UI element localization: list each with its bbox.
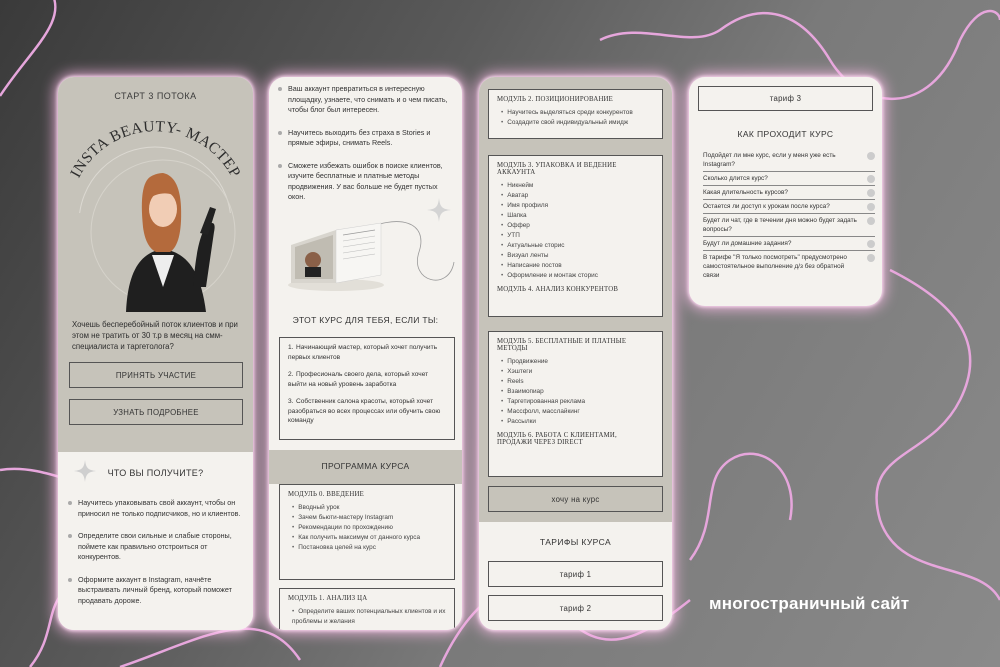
list-item: Определите свои сильные и слабые стороны, поймете как правильно отстроиться от конкурентов. <box>78 531 243 563</box>
list-item: • УТП <box>501 231 654 241</box>
list-item: • Взаимопиар <box>501 387 654 397</box>
expand-icon <box>867 203 875 211</box>
module-1-list <box>288 607 446 627</box>
list-item: • Зачем бьюти-мастеру Instagram <box>292 513 446 523</box>
list-item: • Таргетированная реклама <box>501 397 654 407</box>
faq-list <box>703 149 875 282</box>
faq-item[interactable]: Будет ли чат, где в течении дня можно будет задать вопросы? <box>703 214 875 237</box>
site-caption: многостраничный сайт <box>709 594 910 613</box>
module-4-title: МОДУЛЬ 4. АНАЛИЗ КОНКУРЕНТОВ <box>497 286 619 293</box>
hero-description: Хочешь бесперебойный поток клиентов и при этом не тратить от 30 т.р в месяц на смм-специалиста и таргетолога? <box>72 320 238 351</box>
expand-icon <box>867 254 875 262</box>
want-course-button[interactable]: хочу на курс <box>488 486 663 512</box>
expand-icon <box>867 217 875 225</box>
list-item: • Reels <box>501 377 654 387</box>
list-item: 2. Професиональ своего дела, который хочет выйти на новый уровень заработка <box>288 371 429 388</box>
tariff-2-button[interactable]: тариф 2 <box>488 595 663 621</box>
list-item: • Актуальные сторис <box>501 241 654 251</box>
module-0-box <box>279 484 455 580</box>
list-item: • Вводный урок <box>292 503 446 513</box>
for-you-list <box>288 343 446 426</box>
gains-section <box>58 452 253 630</box>
list-item: • Продвижение <box>501 357 654 367</box>
list-item: Оформите аккаунт в Instagram, начнёте выстраивать личный бренд, который поможет продавать дороже. <box>78 575 243 607</box>
start-label: СТАРТ 3 ПОТОКА <box>114 91 197 101</box>
list-item: • Аватар <box>501 191 654 201</box>
panel-faq <box>689 77 882 306</box>
svg-text:INSTA BEAUTY- МАСТЕР: INSTA BEAUTY- МАСТЕР <box>67 118 244 181</box>
portrait-photo <box>88 137 238 312</box>
modules-section <box>479 77 672 522</box>
list-item: Научитесь упаковывать свой аккаунт, чтобы он приносил не только подписчиков, но и клиентов. <box>78 498 243 519</box>
module-3-list <box>497 181 654 281</box>
module-5-list <box>497 357 654 427</box>
list-item: • Хэштеги <box>501 367 654 377</box>
list-item: • Оффер <box>501 221 654 231</box>
list-item: • Постановка целей на курс <box>292 543 446 553</box>
module-1-box <box>279 588 455 630</box>
tariff-1-button[interactable]: тариф 1 <box>488 561 663 587</box>
module-title: МОДУЛЬ 0. ВВЕДЕНИЕ <box>288 491 364 498</box>
module-title: МОДУЛЬ 2. ПОЗИЦИОНИРОВАНИЕ <box>497 96 614 103</box>
module-title: МОДУЛЬ 3. УПАКОВКА И ВЕДЕНИЕ АККАУНТА <box>497 162 617 176</box>
learn-more-button[interactable]: УЗНАТЬ ПОДРОБНЕЕ <box>69 399 243 425</box>
list-item: Научитесь выходить без страха в Stories и прямые эфиры, снимать Reels. <box>288 128 453 149</box>
gains-title: ЧТО ВЫ ПОЛУЧИТЕ? <box>107 468 204 478</box>
panel-program <box>269 77 462 630</box>
tariff-3-button[interactable]: тариф 3 <box>698 86 873 111</box>
program-title: ПРОГРАММА КУРСА <box>321 461 410 471</box>
list-item: • Визуал ленты <box>501 251 654 261</box>
module-0-list <box>288 503 446 553</box>
faq-item[interactable]: Сколько длится курс? <box>703 172 875 186</box>
list-item: • Никнейм <box>501 181 654 191</box>
expand-icon <box>867 152 875 160</box>
list-item: • Шапка <box>501 211 654 221</box>
tariffs-section <box>479 522 672 630</box>
list-item: • Рассылки <box>501 417 654 427</box>
list-item: • Имя профиля <box>501 201 654 211</box>
faq-item[interactable]: Подойдет ли мне курс, если у меня уже есть Instagram? <box>703 149 875 172</box>
for-you-box <box>279 337 455 440</box>
list-item: • Определите ваших потенциальных клиентов и их проблемы и желания <box>292 607 446 627</box>
benefits-list <box>288 84 453 215</box>
list-item: • Как получить максимум от данного курса <box>292 533 446 543</box>
expand-icon <box>867 175 875 183</box>
faq-item[interactable]: Остается ли доступ к урокам после курса? <box>703 200 875 214</box>
module-3-box <box>488 155 663 317</box>
expand-icon <box>867 189 875 197</box>
list-item: Ваш аккаунт превратиться в интересную площадку, узнаете, что снимать и о чем писать, чтобы блог был интересен. <box>288 84 453 116</box>
list-item: 1. Начинающий мастер, который хочет получить первых клиентов <box>288 344 438 361</box>
list-item: • Массфолл, масслайкинг <box>501 407 654 417</box>
list-item: • Написание постов <box>501 261 654 271</box>
tariffs-title: ТАРИФЫ КУРСА <box>539 537 612 547</box>
list-item: • Создадите свой индивидуальный имидж <box>501 118 654 128</box>
gains-list <box>78 498 243 618</box>
list-item: Сможете избежать ошибок в поиске клиентов, изучите бесплатные и платные методы продвижения. У вас больше не будет пустых окон. <box>288 161 453 203</box>
list-item: • Оформление и монтаж сторис <box>501 271 654 281</box>
module-title: МОДУЛЬ 5. БЕСПЛАТНЫЕ И ПЛАТНЫЕ МЕТОДЫ <box>497 338 627 352</box>
how-title: КАК ПРОХОДИТ КУРС <box>737 129 834 139</box>
workbook-image <box>281 205 391 295</box>
module-2-box <box>488 89 663 139</box>
join-button[interactable]: ПРИНЯТЬ УЧАСТИЕ <box>69 362 243 388</box>
faq-item[interactable]: Какая длительность курсов? <box>703 186 875 200</box>
module-6-title: МОДУЛЬ 6. РАБОТА С КЛИЕНТАМИ, ПРОДАЖИ ЧЕРЕЗ DIRECT <box>497 432 617 446</box>
for-you-title: ЭТОТ КУРС ДЛЯ ТЕБЯ, ЕСЛИ ТЫ: <box>292 315 439 325</box>
module-2-list <box>497 108 654 128</box>
panel-modules <box>479 77 672 630</box>
panel-hero <box>58 77 253 630</box>
list-item: 3. Собственник салона красоты, который хочет разобраться во всех процессах или обучить свою команду <box>288 398 441 424</box>
faq-item[interactable]: Будут ли домашние задания? <box>703 237 875 251</box>
list-item: • Научитесь выделяться среди конкурентов <box>501 108 654 118</box>
list-item: • Рекомендации по прохождению <box>292 523 446 533</box>
faq-item[interactable]: В тарифе "Я только посмотреть" предусмотрено самостоятельное выполнение д/з без обратной связи <box>703 251 875 282</box>
module-title: МОДУЛЬ 1. АНАЛИЗ ЦА <box>288 595 368 602</box>
hero-section <box>58 77 253 452</box>
expand-icon <box>867 240 875 248</box>
module-5-box <box>488 331 663 477</box>
